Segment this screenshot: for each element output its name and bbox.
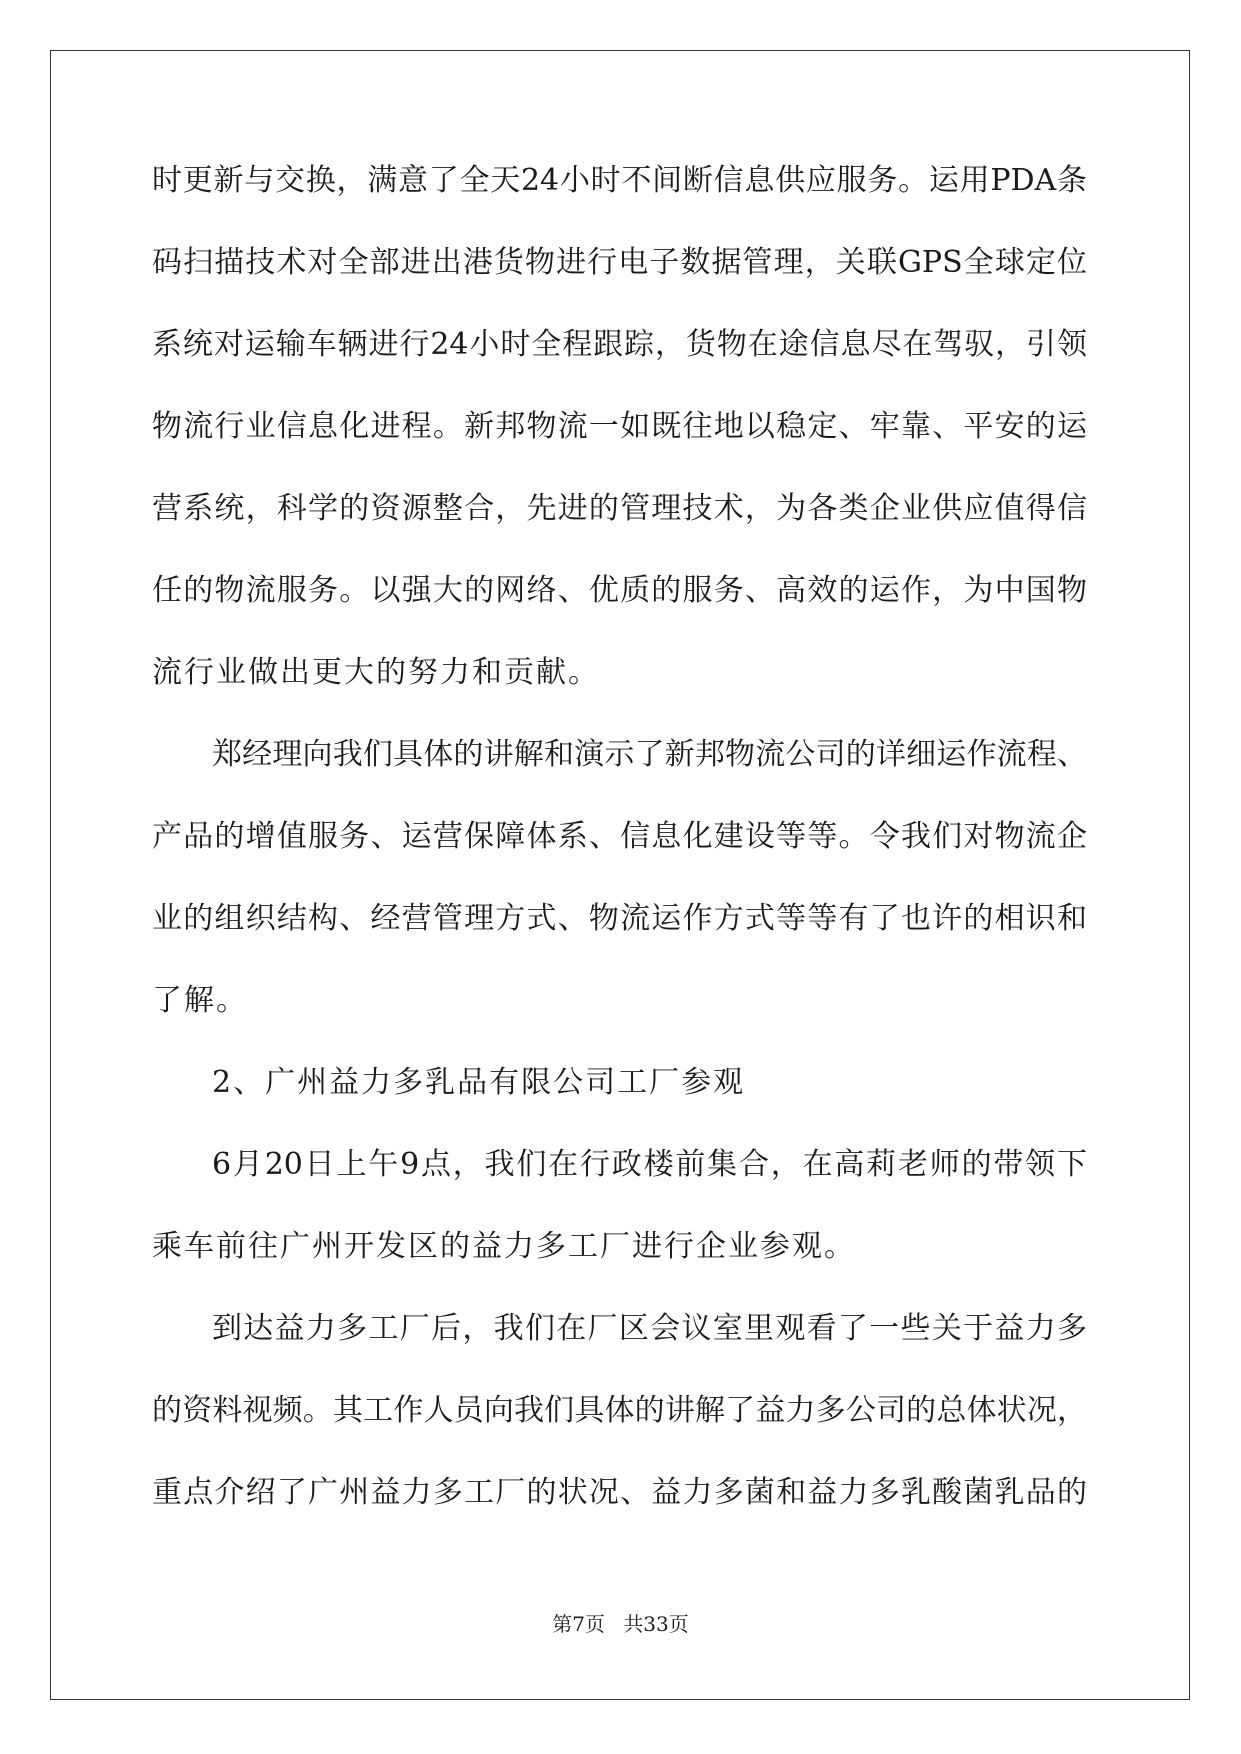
- paragraph-start-line: 郑经理向我们具体的讲解和演示了新邦物流公司的详细运作流程、: [212, 737, 1087, 772]
- text-line: 码扫描技术对全部进出港货物进行电子数据管理，关联GPS全球定位: [152, 245, 1087, 280]
- paragraph-start-line: 到达益力多工厂后，我们在厂区会议室里观看了一些关于益力多: [212, 1311, 1087, 1346]
- text-line: 营系统，科学的资源整合，先进的管理技术，为各类企业供应值得信: [152, 491, 1087, 526]
- text-line: 了解。: [152, 983, 248, 1018]
- page-total: 共33页: [623, 1612, 689, 1636]
- page-number: 第7页: [552, 1612, 605, 1636]
- text-line: 任的物流服务。以强大的网络、优质的服务、高效的运作，为中国物: [152, 573, 1087, 608]
- section-heading: 2、广州益力多乳品有限公司工厂参观: [212, 1065, 746, 1100]
- text-line: 物流行业信息化进程。新邦物流一如既往地以稳定、牢靠、平安的运: [152, 409, 1087, 444]
- page-footer: [0, 1608, 1241, 1637]
- text-line: 系统对运输车辆进行24小时全程跟踪，货物在途信息尽在驾驭，引领: [152, 327, 1087, 362]
- text-line: 乘车前往广州开发区的益力多工厂进行企业参观。: [152, 1229, 856, 1264]
- text-line: 业的组织结构、经营管理方式、物流运作方式等等有了也许的相识和: [152, 901, 1087, 936]
- text-line: 产品的增值服务、运营保障体系、信息化建设等等。令我们对物流企: [152, 819, 1087, 854]
- paragraph-start-line: 6月20日上午9点，我们在行政楼前集合，在高莉老师的带领下: [212, 1147, 1087, 1182]
- text-line: 流行业做出更大的努力和贡献。: [152, 655, 600, 690]
- text-line: 重点介绍了广州益力多工厂的状况、益力多菌和益力多乳酸菌乳品的: [152, 1475, 1087, 1510]
- text-line: 的资料视频。其工作人员向我们具体的讲解了益力多公司的总体状况，: [152, 1393, 1087, 1428]
- document-body: [152, 163, 1087, 1557]
- text-line: 时更新与交换，满意了全天24小时不间断信息供应服务。运用PDA条: [152, 163, 1087, 198]
